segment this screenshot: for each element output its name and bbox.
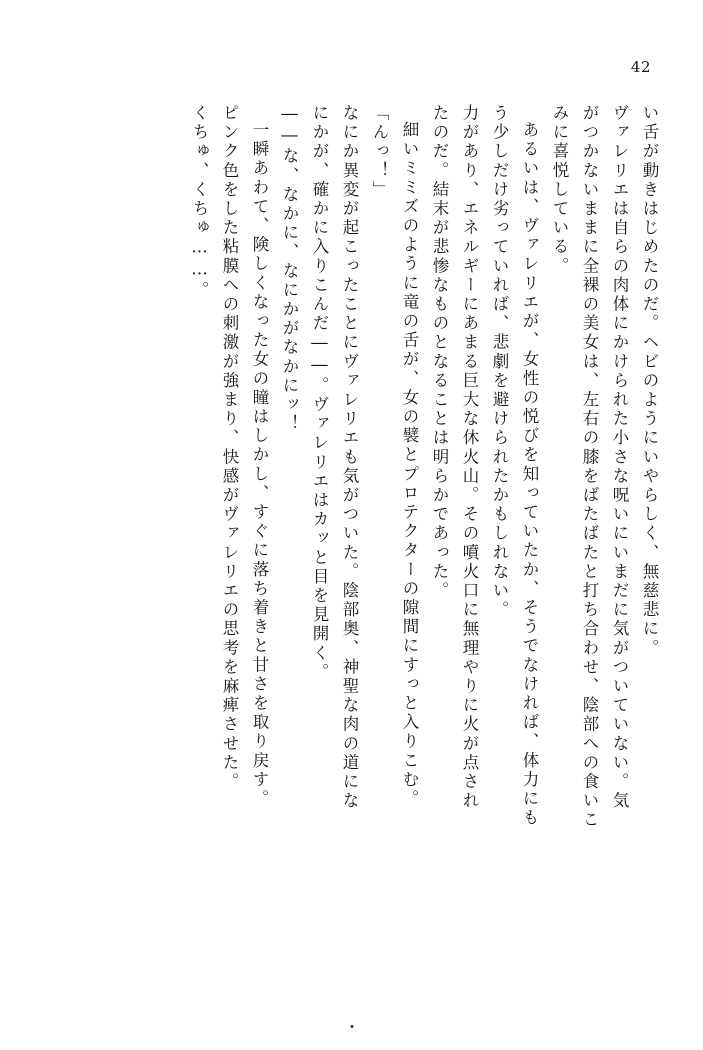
text-column: ――な、なかに、なにかがなかにッ！ — [280, 104, 299, 434]
text-column: 一瞬あわて、険しくなった女の瞳はしかし、すぐに落ち着きと甘さを取り戻す。 — [250, 121, 269, 809]
text-column: 細いミミズのように竜の舌が、女の襞とプロテクターの隙間にすっと入りこむ。 — [400, 121, 419, 809]
text-column: みに喜悦している。 — [550, 104, 569, 276]
text-column: あるいは、ヴァレリエが、女性の悦びを知っていたか、そうでなければ、体力にも — [520, 121, 539, 828]
text-column: にかが、確かに入りこんだ――。ヴァレリエはカッと目を見開く。 — [310, 104, 329, 682]
text-column: なにか異変が起こったことにヴァレリエも気がついた。陰部奥、神聖な肉の道にな — [340, 104, 359, 811]
bottom-center-mark — [350, 1025, 353, 1028]
text-column: ヴァレリエは自らの肉体にかけられた小さな呪いにいまだに気がついていない。気 — [610, 104, 629, 811]
text-column: う少しだけ劣っていれば、悲劇を避けられたかもしれない。 — [490, 104, 509, 620]
vertical-text-body — [48, 104, 657, 964]
text-column: 力があり、エネルギーにあまる巨大な休火山。その噴火口に無理やりに火が点され — [460, 104, 479, 811]
text-column: たのだ。結末が悲惨なものとなることは明らかであった。 — [430, 104, 449, 601]
text-column: い舌が動きはじめたのだ。ヘビのようにいやらしく、無慈悲に。 — [640, 104, 659, 658]
text-column: がつかないままに全裸の美女は、左右の膝をばたばたと打ち合わせ、陰部への食いこ — [580, 104, 599, 830]
text-column: ピンク色をした粘膜への刺激が強まり、快感がヴァレリエの思考を麻痺させた。 — [220, 104, 239, 792]
page-number: 42 — [630, 58, 651, 76]
text-column: 「んっ！」 — [370, 104, 389, 200]
text-column: くちゅ、くちゅ……。 — [190, 104, 209, 300]
